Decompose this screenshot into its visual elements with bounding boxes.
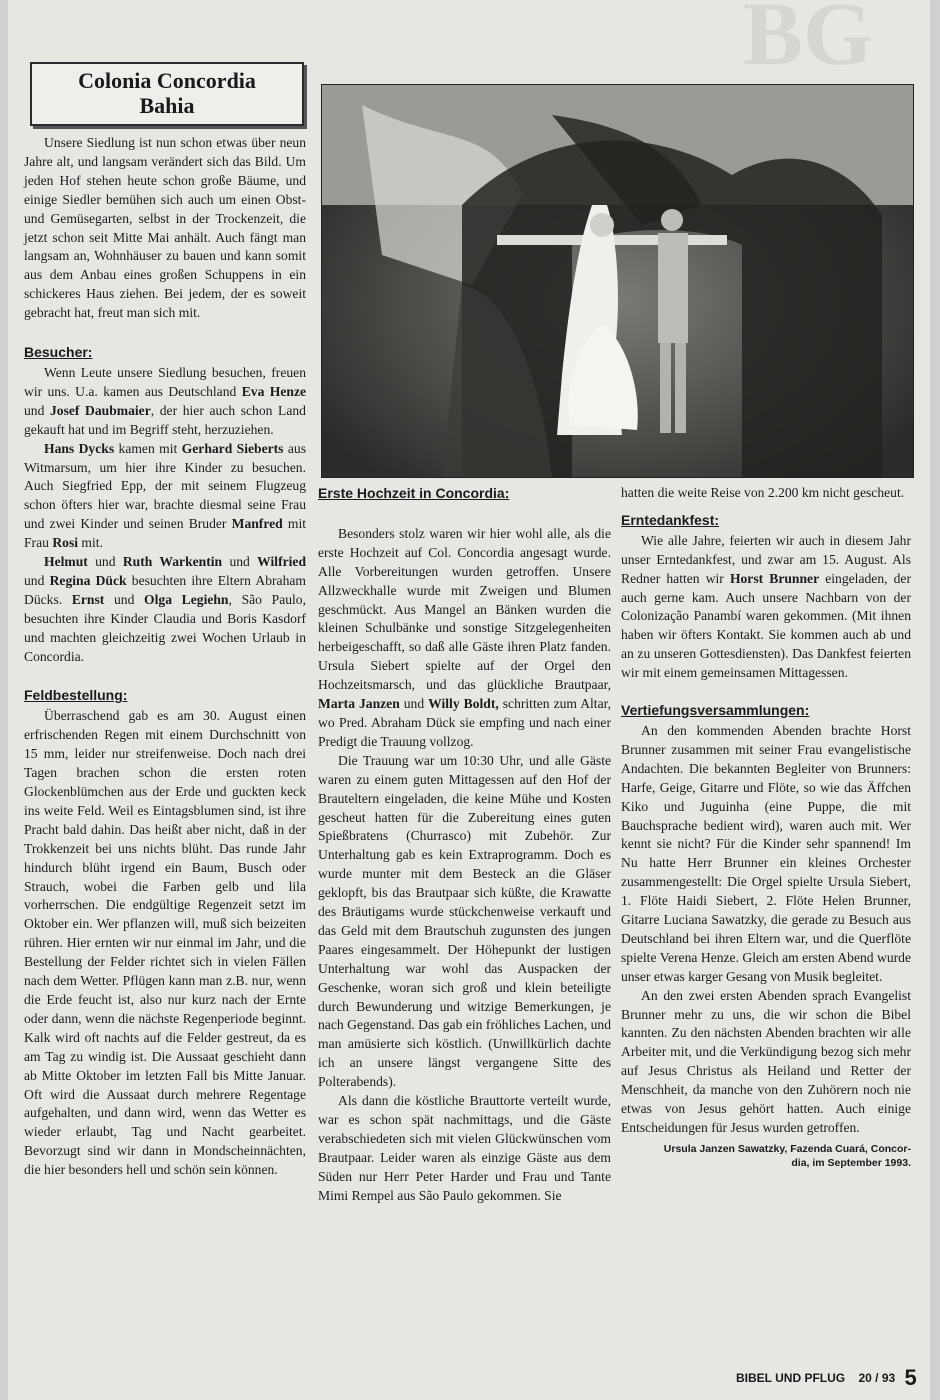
author-signature-line1: Ursula Janzen Sawatzky, Fazenda Cuará, Concor-	[663, 1142, 911, 1155]
wedding-photo	[321, 84, 914, 478]
article-title-box	[30, 62, 304, 126]
besucher-paragraph-3: Helmut und Ruth Warkentin und Wilfried und Regina Dück besuchten ihre Eltern Abraham Dücks. Ernst und Olga Legiehn, São Paulo, besuchten ihre Kinder Claudia und Boris Kasdorf und machten gleichzeitig zwei Wochen Urlaub in Concordia.	[24, 554, 307, 664]
corner-decoration: BG	[743, 0, 874, 70]
issue-number: 20 / 93	[858, 1371, 896, 1385]
page-number: 5	[904, 1365, 917, 1390]
besucher-paragraph-1: Wenn Leute unsere Siedlung besuchen, freuen wir uns. U.a. kamen aus Deutschland Eva Henze und Josef Daubmaier, der hier auch schon Land gekauft hat und im Begriff steht, herzuziehen.	[24, 364, 307, 437]
column-1	[24, 134, 306, 1180]
hochzeit-paragraph-2: Die Trauung war um 10:30 Uhr, und alle Gäste waren zu einem guten Mittagessen auf den Hof der Brauteltern eingeladen, die keine Mühe und Kosten gescheut hatten für die Zubereitung eines guten Spießbratens (Churrasco) mit Zubehör. Zur Unterhaltung gab es kein Extraprogramm. Doch es wurde munter mit dem Besteck an die Gläser geklopft, bis das Brautpaar sich küßte, die Krawatte des Bräutigams wurde stückchenweise verkauft und das Geld mit dem Brautschuh zugunsten des jungen Paares eingesammelt. Der Höhepunkt der lustigen Unterhaltung war wohl das Auspacken der Geschenke, woran sich groß und klein beteiligte durch Bewunderung und witzige Bemerkungen, je nach Gegenstand. Das gab ein fröhliches Lachen, und man amüsierte sich köstlich. (Unwillkürlich dachte ich an unsere längst vergangene Sitte des Polterabends).	[318, 752, 611, 1090]
heading-besucher: Besucher:	[24, 344, 93, 361]
intro-paragraph: Unsere Siedlung ist nun schon etwas über neun Jahre alt, und langsam verändert sich das Bild. Um jeden Hof stehen heute schon große Bäume, und einige Siedler bemühen sich auch um einen Obst- und Gemüsegarten, selbst in der Trockenzeit, die jetzt schon seit Mitte Mai anhält. Auch fängt man langsam an, Wohnhäuser zu bauen und kann somit aus dem Anbau eines großen Schuppens in ein schickeres Haus ziehen. Bei jedem, der es soweit gebracht hat, freut man sich mit.	[24, 135, 306, 321]
heading-hochzeit: Erste Hochzeit in Concordia:	[318, 485, 510, 501]
heading-feldbestellung: Feldbestellung:	[24, 687, 128, 704]
hochzeit-paragraph-3: Als dann die köstliche Brauttorte verteilt wurde, war es schon spät nachmittags, und die Gäste verabschiedeten sich mit vielen Glückwünschen vom Brautpaar. Leider waren als einzige Gäste aus dem Süden nur Herr Peter Harder und Frau und Tante Mimi Rempel aus São Paulo gekommen. Sie	[318, 1093, 611, 1203]
erntedank-paragraph: Wie alle Jahre, feierten wir auch in diesem Jahr unser Erntedankfest, und zwar am 15. August. Als Redner hatten wir Horst Brunner eingeladen, der auch gerne kam. Auch unsere Nachbarn von der Colonização Panambí waren gekommen. (Mit ihnen haben wir öfters Kontakt. Sie kommen auch ab und an zu unseren Gottesdiensten). Das Dankfest feierten wir mit einem gemeinsamen Mittagessen.	[621, 532, 911, 681]
besucher-paragraph-2: Hans Dycks kamen mit Gerhard Sieberts aus Witmarsum, um hier ihre Kinder zu besuchen. Auch Siegfried Epp, der mit seinem Flugzeug schon öfters hier war, brachte diesmal seine Frau und zwei Kinder und seinen Bruder Manfred mit Frau Rosi mit.	[24, 440, 307, 551]
hochzeit-continuation: hatten die weite Reise von 2.200 km nicht gescheut.	[621, 485, 905, 500]
wedding-photo-image	[322, 85, 913, 477]
column-3	[621, 484, 911, 1170]
heading-vertiefungsversammlungen: Vertiefungsversammlungen:	[621, 702, 810, 719]
page-footer	[736, 1362, 917, 1388]
magazine-name: BIBEL UND PFLUG	[736, 1371, 846, 1385]
author-signature-line2: dia, im September 1993.	[791, 1156, 911, 1169]
hochzeit-paragraph-1: Besonders stolz waren wir hier wohl alle, als die erste Hochzeit auf Col. Concordia angesagt wurde. Alle Vorbereitungen wurden getroffen. Unsere Allzweckhalle wurde mit Zweigen und Blumen geschmückt. Aus Mangel an Bänken wurden die kleinen Schulbänke und sonstige Sitzgelegenheiten herbeigeschafft, so daß alle Gäste ihren Platz fanden. Ursula Siebert spielte auf der Orgel den Hochzeitsmarsch, und das glückliche Brautpaar, Marta Janzen und Willy Boldt, schritten zum Altar, wo Pred. Abraham Dück sie empfing und nach einer Predigt die Trauung vollzog.	[318, 525, 612, 749]
magazine-page	[8, 0, 930, 1400]
article-title-line1: Colonia Concordia	[78, 68, 256, 93]
heading-erntedankfest: Erntedankfest:	[621, 511, 720, 528]
vertiefung-paragraph-1: An den kommenden Abenden brachte Horst Brunner zusammen mit seiner Frau evangelistische Andachten. Die bekannten Begleiter von Brunners: Harfe, Geige, Gitarre und Flöte, so wie das Äffchen Kiko und Juguinha (eine Puppe, die mit Bauchsprache bedient wird), waren auch mit. Wer kennt sie nicht? Für die Kinder sehr spannend! Im Nu hatte Herr Brunner ein kleines Orchester zusammengestellt: Die Orgel spielte Ursula Siebert, 1. Flöte Haidi Siebert, 2. Flöte Helen Brunner, Gitarre Luciana Sawatzky, die gerade zu Besuch aus Deutschland bei ihren Eltern war, und die Querflöte spielte Verena Henze. Gleich am ersten Abend wurde unser etwas karger Gesang von Musik begleitet.	[621, 722, 911, 984]
article-title-line2: Bahia	[139, 93, 195, 118]
vertiefung-paragraph-2: An den zwei ersten Abenden sprach Evangelist Brunner mehr zu uns, die wir schon die Bibel kannten. Zu den nächsten Abenden brachten wir alle Arbeiter mit, und die Verkündigung bezog sich mehr auf Jesus Christus als Heiland und Retter der Menschheit, da manche von den Zuhörern noch nie etwas von Jesus gehört hatten. Auch einige Entscheidungen für Jesus wurden getroffen.	[621, 987, 911, 1135]
column-2	[318, 484, 611, 1206]
feldbestellung-paragraph: Überraschend gab es am 30. August einen erfrischenden Regen mit einem Durchschnitt von 15 mm, leider nur streifenweise. Doch nach drei Tagen brachen schon die ersten roten Glockenblümchen aus der Erde und guckten keck ins weite Feld. Weil es Eintagsblumen sind, ist ihre Pracht bald dahin. Das heißt aber nicht, daß in der Trokkenzeit bei uns nichts blüht. Das runde Jahr hindurch blüht irgend ein Baum, Busch oder Strauch, wobei die Farben gelb und lila vorherrschen. Die endgültige Regenzeit setzt im Oktober ein. Wer pflanzen will, muß sich beizeiten rühren. Hier ernten wir nur einmal im Jahr, und die Bestellung der Felder richtet sich in vielen Fällen nach dem Wetter. Pflügen kann man z.B. nur, wenn die Erde feucht ist, also nur kurz nach der Ernte oder dann, wenn die nächste Regenperiode beginnt. Kalk wird oft nachts auf die Felder gestreut, da es am Tag zu windig ist. Die Aussaat geschieht dann ab Mitte Oktober im letzten Fall bis Mitte Januar. Oft wird die Aussaat durch mehrere Regentage aufgehalten, und dann wird, wenn das Wetter es wieder erlaubt, Tag und Nacht gearbeitet. Bevorzugt sind wir dann in Mondscheinnächten, die hier besonders hell und schön sein können.	[24, 708, 306, 1178]
